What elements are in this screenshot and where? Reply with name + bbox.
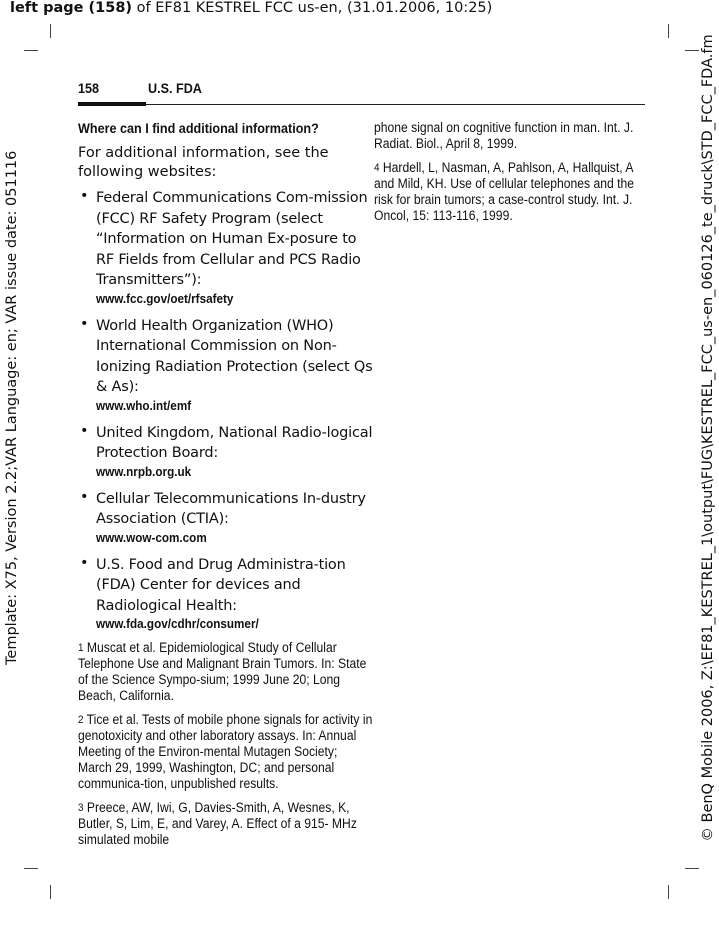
list-item	[78, 315, 374, 414]
footnote-text: Hardell, L, Nasman, A, Pahlson, A, Hallquist, A and Mild, KH. Use of cellular telephones and the risk for brain tumors; a case-control study. Int. J. Oncol, 15: 113-116, 1999.	[374, 160, 635, 223]
crop-mark	[668, 885, 669, 899]
list-item	[78, 422, 374, 480]
footnote	[78, 800, 374, 848]
footnote	[78, 712, 374, 792]
footnote-number: 3	[78, 802, 84, 814]
page-title: U.S. FDA	[148, 80, 202, 96]
list-item-text: World Health Organization (WHO) International Commission on Non-Ionizing Radiation Protection (select Qs & As):	[96, 317, 373, 395]
right-column	[374, 120, 644, 232]
list-item-text: Cellular Telecommunications In-dustry Association (CTIA):	[96, 490, 366, 527]
footnote-text: Preece, AW, Iwi, G, Davies-Smith, A, Wesnes, K, Butler, S, Lim, E, and Varey, A. Effect of a 915- MHz simulated mobile	[78, 800, 357, 847]
website-link[interactable]: www.nrpb.org.uk	[96, 463, 192, 479]
footnote	[374, 160, 644, 224]
crop-mark	[685, 868, 699, 869]
bullet-icon: •	[80, 188, 89, 204]
print-header	[10, 0, 492, 16]
template-info: Template: X75, Version 2.2;VAR Language: en; VAR issue date: 051116	[4, 150, 20, 665]
bullet-icon: •	[80, 488, 89, 505]
crop-mark	[24, 868, 38, 869]
list-item-text: U.S. Food and Drug Administra-tion (FDA) Center for devices and Radiological Health:	[96, 556, 346, 614]
list-item	[78, 187, 374, 307]
page-number: 158	[78, 80, 100, 96]
header-rule-accent	[78, 102, 146, 106]
footnote	[78, 640, 374, 704]
bullet-icon: •	[80, 422, 89, 439]
header-rule	[78, 104, 645, 105]
crop-mark	[50, 885, 51, 899]
bullet-icon: •	[80, 315, 89, 332]
footnote-continued	[374, 120, 644, 152]
crop-mark	[50, 24, 51, 38]
left-column	[78, 120, 374, 856]
list-item-text: United Kingdom, National Radio-logical Protection Board:	[96, 424, 373, 461]
website-link[interactable]: www.fda.gov/cdhr/consumer/	[96, 616, 259, 631]
intro-text: For additional information, see the following websites:	[78, 145, 329, 180]
section-heading: Where can I find additional information?	[78, 120, 319, 136]
website-link[interactable]: www.wow-com.com	[96, 529, 207, 545]
footnote-number: 1	[78, 642, 84, 654]
footnote-number: 2	[78, 714, 84, 726]
website-link[interactable]: www.fcc.gov/oet/rfsafety	[96, 290, 234, 306]
page-header	[78, 80, 645, 106]
crop-mark	[668, 24, 669, 38]
list-item	[78, 554, 374, 633]
list-item	[78, 488, 374, 546]
print-header-page: left page (158)	[10, 0, 133, 16]
footnote-text: phone signal on cognitive function in man. Int. J. Radiat. Biol., April 8, 1999.	[374, 120, 634, 151]
print-header-details: of EF81 KESTREL FCC us-en, (31.01.2006, 10:25)	[132, 0, 493, 16]
crop-mark	[24, 50, 38, 51]
website-list	[78, 187, 374, 632]
list-item-text: Federal Communications Com-mission (FCC) RF Safety Program (select “Information on Human Ex-posure to RF Fields from Cellular and PCS Radio Transmitters”):	[96, 190, 368, 288]
file-path-info: © BenQ Mobile 2006, Z:\EF81_KESTREL_1\output\FUG\KESTREL_FCC_us-en_060126_te_druck\STD_FCC_FDA.fm	[700, 34, 716, 842]
bullet-icon: •	[80, 554, 89, 571]
footnote-text: Tice et al. Tests of mobile phone signals for activity in genotoxicity and other laboratory assays. In: Annual Meeting of the Environ-mental Mutagen Society; March 29, 1999, Washington, DC; and personal communica-tion, unpublished results.	[78, 712, 373, 791]
crop-mark	[685, 50, 699, 51]
website-link[interactable]: www.who.int/emf	[96, 397, 192, 413]
footnote-number: 4	[374, 162, 380, 174]
footnote-text: Muscat et al. Epidemiological Study of Cellular Telephone Use and Malignant Brain Tumors. In: State of the Science Sympo-sium; 1999 June 20; Long Beach, California.	[78, 640, 367, 703]
